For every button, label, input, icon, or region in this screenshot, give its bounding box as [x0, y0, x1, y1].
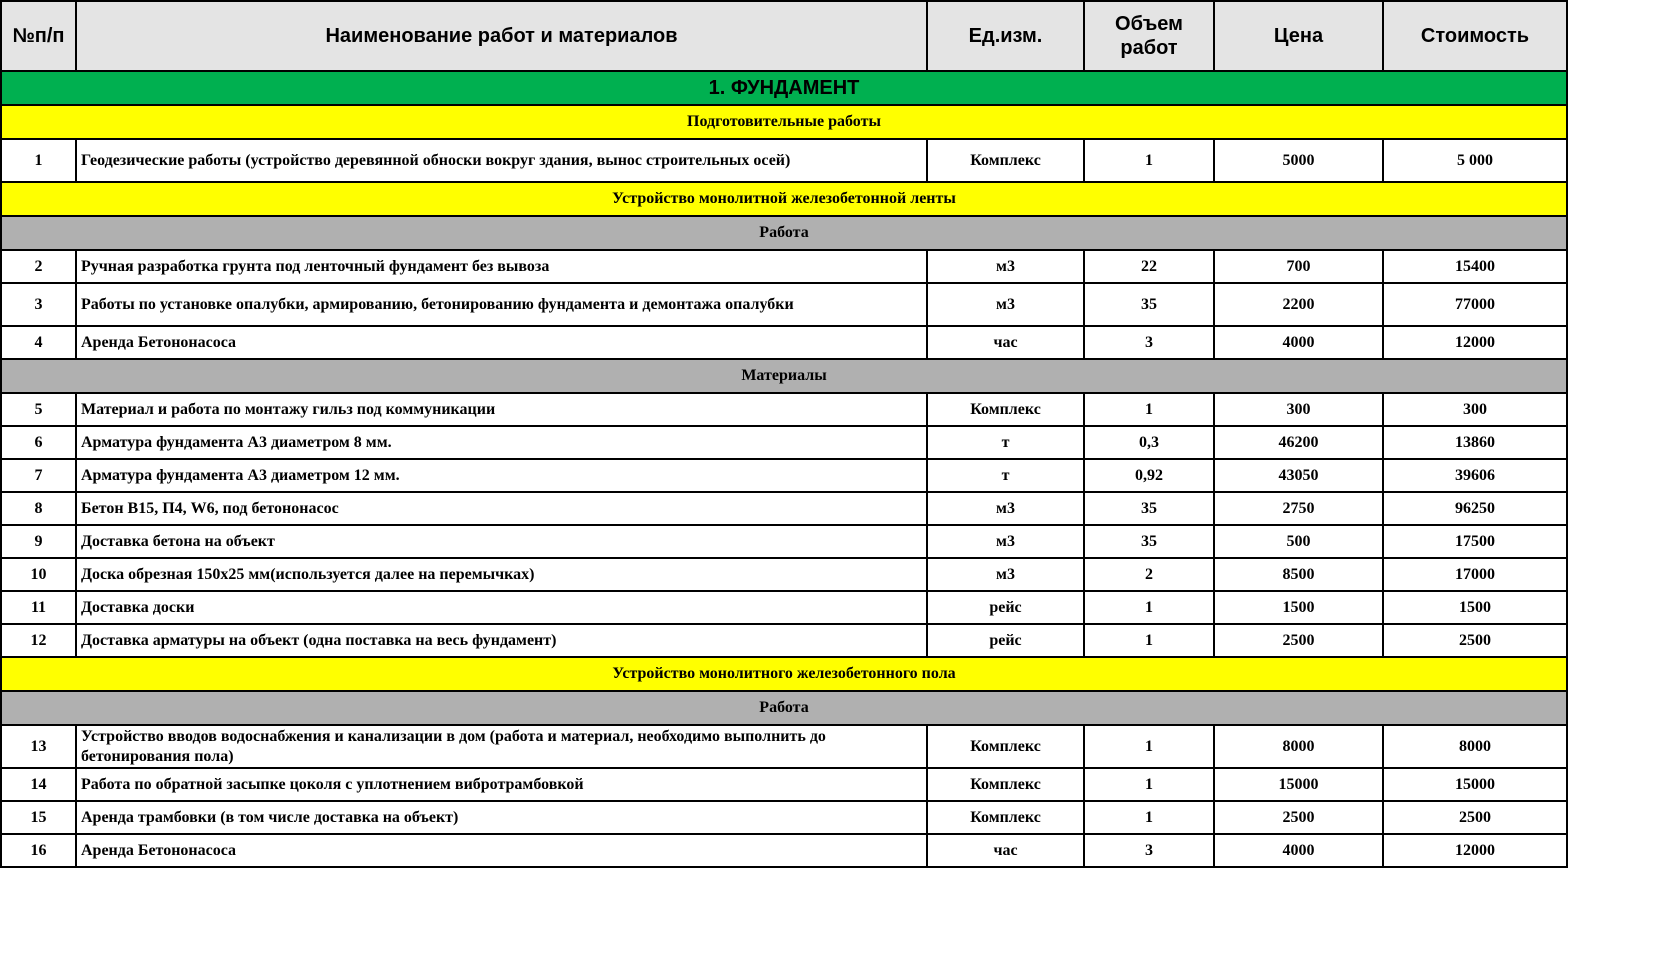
cell-num: 1	[1, 139, 76, 182]
cell-unit: рейс	[927, 591, 1084, 624]
cell-price: 2500	[1214, 624, 1383, 657]
cell-price: 500	[1214, 525, 1383, 558]
cell-name: Работы по установке опалубки, армированию, бетонированию фундамента и демонтажа опалубки	[76, 283, 927, 326]
category-header-row	[1, 359, 1567, 393]
cell-name: Работа по обратной засыпке цоколя с уплотнением вибротрамбовкой	[76, 768, 927, 801]
table-row	[1, 250, 1567, 283]
cell-name: Арматура фундамента А3 диаметром 8 мм.	[76, 426, 927, 459]
cell-cost: 2500	[1383, 801, 1567, 834]
table-row	[1, 459, 1567, 492]
cell-num: 13	[1, 725, 76, 768]
header-row	[1, 1, 1567, 71]
cell-volume: 1	[1084, 801, 1214, 834]
cell-cost: 8000	[1383, 725, 1567, 768]
cell-price: 4000	[1214, 326, 1383, 359]
subsection-header-row	[1, 182, 1567, 216]
subsection-title: Устройство монолитного железобетонного пола	[1, 657, 1567, 691]
cell-cost: 15000	[1383, 768, 1567, 801]
cell-price: 46200	[1214, 426, 1383, 459]
col-header-volume: Объем работ	[1084, 1, 1214, 71]
cell-num: 9	[1, 525, 76, 558]
cell-name: Доска обрезная 150х25 мм(используется далее на перемычках)	[76, 558, 927, 591]
category-title: Работа	[1, 216, 1567, 250]
cell-price: 8000	[1214, 725, 1383, 768]
cell-num: 11	[1, 591, 76, 624]
cell-unit: час	[927, 834, 1084, 867]
cell-cost: 1500	[1383, 591, 1567, 624]
cell-price: 1500	[1214, 591, 1383, 624]
cell-cost: 17000	[1383, 558, 1567, 591]
cell-num: 2	[1, 250, 76, 283]
cell-name: Геодезические работы (устройство деревянной обноски вокруг здания, вынос строительных осей)	[76, 139, 927, 182]
cell-name: Аренда Бетононасоса	[76, 326, 927, 359]
cell-price: 8500	[1214, 558, 1383, 591]
cell-price: 2200	[1214, 283, 1383, 326]
table-row	[1, 492, 1567, 525]
cell-cost: 39606	[1383, 459, 1567, 492]
cell-num: 16	[1, 834, 76, 867]
col-header-unit: Ед.изм.	[927, 1, 1084, 71]
cell-price: 4000	[1214, 834, 1383, 867]
cell-unit: Комплекс	[927, 139, 1084, 182]
cell-volume: 1	[1084, 139, 1214, 182]
cell-unit: м3	[927, 250, 1084, 283]
cell-volume: 3	[1084, 326, 1214, 359]
category-title: Работа	[1, 691, 1567, 725]
cell-unit: м3	[927, 283, 1084, 326]
cell-name: Материал и работа по монтажу гильз под коммуникации	[76, 393, 927, 426]
col-header-price: Цена	[1214, 1, 1383, 71]
category-title: Материалы	[1, 359, 1567, 393]
cell-cost: 13860	[1383, 426, 1567, 459]
table-row	[1, 326, 1567, 359]
cell-price: 5000	[1214, 139, 1383, 182]
cell-name: Ручная разработка грунта под ленточный фундамент без вывоза	[76, 250, 927, 283]
subsection-title: Устройство монолитной железобетонной ленты	[1, 182, 1567, 216]
cell-name: Доставка бетона на объект	[76, 525, 927, 558]
cell-num: 3	[1, 283, 76, 326]
category-header-row	[1, 216, 1567, 250]
cell-num: 15	[1, 801, 76, 834]
cell-num: 7	[1, 459, 76, 492]
cell-unit: м3	[927, 525, 1084, 558]
cell-name: Доставка арматуры на объект (одна поставка на весь фундамент)	[76, 624, 927, 657]
cell-volume: 35	[1084, 492, 1214, 525]
table-row	[1, 283, 1567, 326]
table-row	[1, 624, 1567, 657]
cell-price: 2500	[1214, 801, 1383, 834]
cell-volume: 22	[1084, 250, 1214, 283]
table-row	[1, 801, 1567, 834]
cell-num: 5	[1, 393, 76, 426]
cell-cost: 2500	[1383, 624, 1567, 657]
cell-cost: 96250	[1383, 492, 1567, 525]
col-header-cost: Стоимость	[1383, 1, 1567, 71]
cell-name: Аренда трамбовки (в том числе доставка на объект)	[76, 801, 927, 834]
cell-price: 700	[1214, 250, 1383, 283]
cell-cost: 300	[1383, 393, 1567, 426]
cell-volume: 2	[1084, 558, 1214, 591]
cell-volume: 1	[1084, 591, 1214, 624]
cell-volume: 1	[1084, 624, 1214, 657]
cell-price: 300	[1214, 393, 1383, 426]
cell-cost: 5 000	[1383, 139, 1567, 182]
cell-volume: 35	[1084, 525, 1214, 558]
cell-name: Аренда Бетононасоса	[76, 834, 927, 867]
cell-unit: рейс	[927, 624, 1084, 657]
cell-unit: Комплекс	[927, 768, 1084, 801]
cell-cost: 77000	[1383, 283, 1567, 326]
table-row	[1, 558, 1567, 591]
table-row	[1, 393, 1567, 426]
cell-price: 43050	[1214, 459, 1383, 492]
col-header-num: №п/п	[1, 1, 76, 71]
cell-num: 12	[1, 624, 76, 657]
table-row	[1, 426, 1567, 459]
cell-price: 15000	[1214, 768, 1383, 801]
cell-volume: 35	[1084, 283, 1214, 326]
cell-volume: 1	[1084, 393, 1214, 426]
cell-volume: 0,3	[1084, 426, 1214, 459]
cell-volume: 1	[1084, 768, 1214, 801]
cell-num: 14	[1, 768, 76, 801]
cell-num: 10	[1, 558, 76, 591]
cell-name: Арматура фундамента А3 диаметром 12 мм.	[76, 459, 927, 492]
cell-unit: м3	[927, 492, 1084, 525]
section-title: 1. ФУНДАМЕНТ	[1, 71, 1567, 105]
cell-name: Доставка доски	[76, 591, 927, 624]
cell-unit: час	[927, 326, 1084, 359]
section-header-row	[1, 71, 1567, 105]
cell-cost: 17500	[1383, 525, 1567, 558]
cell-volume: 1	[1084, 725, 1214, 768]
table-body	[1, 71, 1567, 867]
table-row	[1, 591, 1567, 624]
cell-num: 6	[1, 426, 76, 459]
cell-unit: Комплекс	[927, 393, 1084, 426]
table-row	[1, 725, 1567, 768]
cell-unit: м3	[927, 558, 1084, 591]
cell-cost: 15400	[1383, 250, 1567, 283]
cell-unit: Комплекс	[927, 801, 1084, 834]
category-header-row	[1, 691, 1567, 725]
table-row	[1, 834, 1567, 867]
col-header-name: Наименование работ и материалов	[76, 1, 927, 71]
cell-volume: 0,92	[1084, 459, 1214, 492]
cell-cost: 12000	[1383, 834, 1567, 867]
cell-unit: Комплекс	[927, 725, 1084, 768]
cell-unit: т	[927, 426, 1084, 459]
table-row	[1, 139, 1567, 182]
subsection-header-row	[1, 657, 1567, 691]
subsection-header-row	[1, 105, 1567, 139]
cell-num: 4	[1, 326, 76, 359]
cell-name: Бетон В15, П4, W6, под бетононасос	[76, 492, 927, 525]
cell-volume: 3	[1084, 834, 1214, 867]
table-row	[1, 768, 1567, 801]
cell-num: 8	[1, 492, 76, 525]
cell-name: Устройство вводов водоснабжения и канализации в дом (работа и материал, необходимо выполнить до бетонирования пола)	[76, 725, 927, 768]
cell-unit: т	[927, 459, 1084, 492]
subsection-title: Подготовительные работы	[1, 105, 1567, 139]
table-row	[1, 525, 1567, 558]
cell-cost: 12000	[1383, 326, 1567, 359]
cell-price: 2750	[1214, 492, 1383, 525]
